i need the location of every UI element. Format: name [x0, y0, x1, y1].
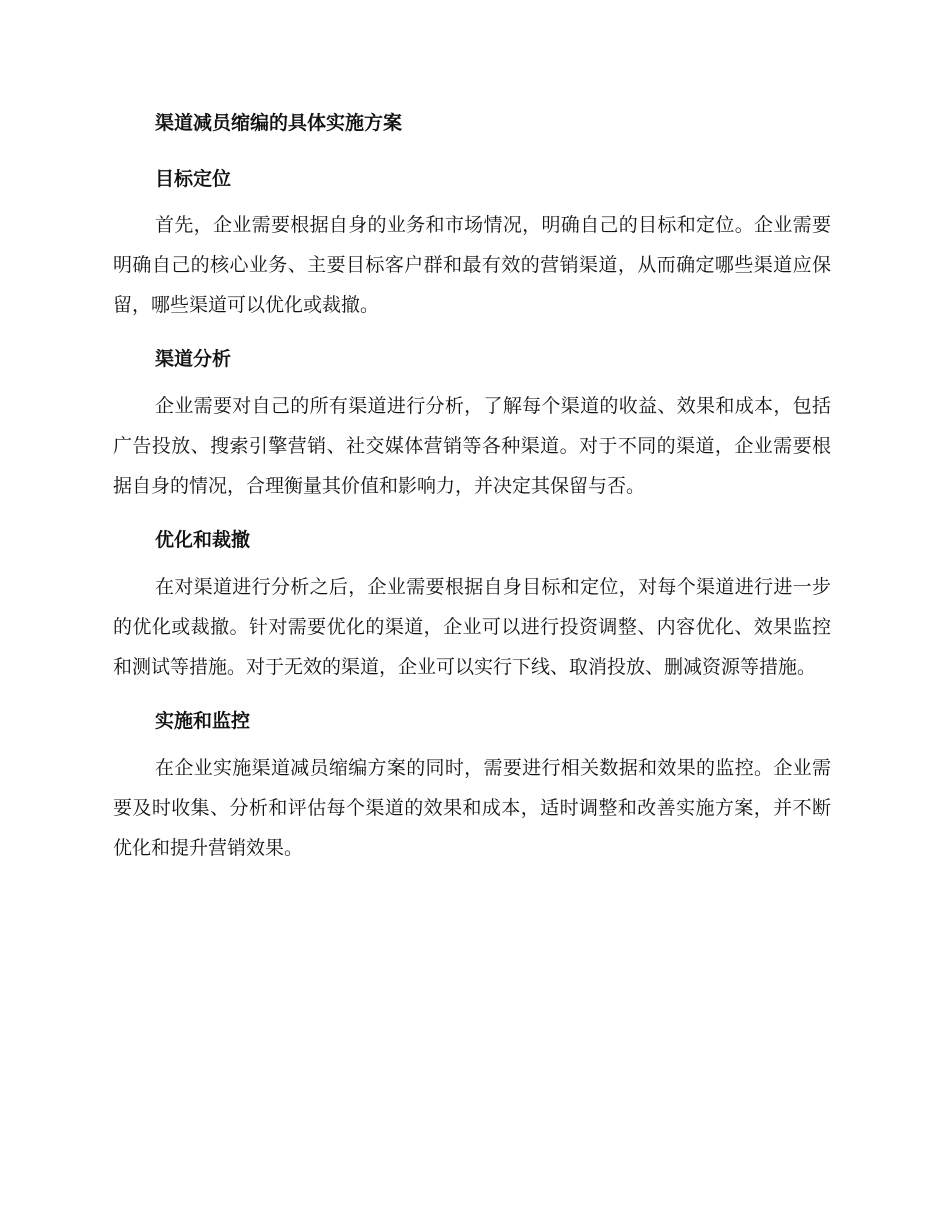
section-body-analysis: 企业需要对自己的所有渠道进行分析，了解每个渠道的收益、效果和成本，包括广告投放、搜索引擎营销、社交媒体营销等各种渠道。对于不同的渠道，企业需要根据自身的情况，合理衡量其价值和影响力，并决定其保留与否。	[113, 395, 831, 497]
section-heading-optimize: 优化和裁撤	[155, 529, 251, 551]
document-page	[113, 110, 831, 868]
section-body-optimize: 在对渠道进行分析之后，企业需要根据自身目标和定位，对每个渠道进行进一步的优化或裁撤。针对需要优化的渠道，企业可以进行投资调整、内容优化、效果监控和测试等措施。对于无效的渠道，企业可以实行下线、取消投放、删减资源等措施。	[113, 576, 831, 678]
section-body-goal: 首先，企业需要根据自身的业务和市场情况，明确自己的目标和定位。企业需要明确自己的核心业务、主要目标客户群和最有效的营销渠道，从而确定哪些渠道应保留，哪些渠道可以优化或裁撤。	[113, 214, 831, 316]
section-heading-analysis: 渠道分析	[155, 348, 232, 370]
document-title: 渠道减员缩编的具体实施方案	[155, 112, 403, 134]
section-body-monitor: 在企业实施渠道减员缩编方案的同时，需要进行相关数据和效果的监控。企业需要及时收集、分析和评估每个渠道的效果和成本，适时调整和改善实施方案，并不断优化和提升营销效果。	[113, 757, 831, 859]
section-heading-goal: 目标定位	[155, 168, 232, 190]
section-heading-monitor: 实施和监控	[155, 710, 251, 732]
